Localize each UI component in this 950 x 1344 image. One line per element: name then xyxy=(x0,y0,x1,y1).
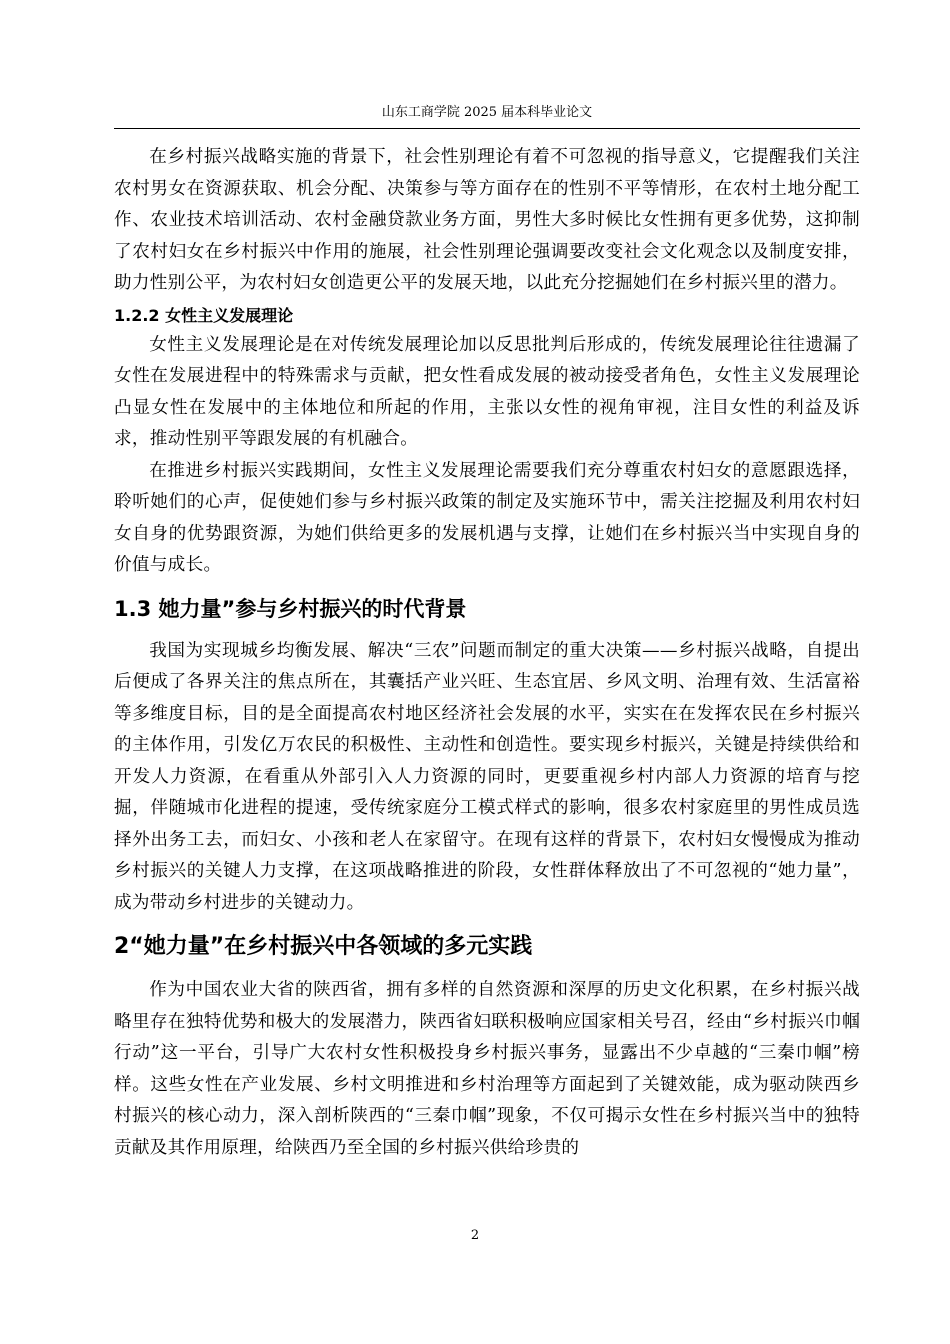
paragraph-era-background: 我国为实现城乡均衡发展、解决“三农”问题而制定的重大决策——乡村振兴战略，自提出后便成了各界关注的焦点所在，其囊括产业兴旺、生态宜居、乡风文明、治理有效、生活富裕等多维度目标，目的是全面提高农村地区经济社会发展的水平，实实在在发挥农民在乡村振兴的主体作用，引发亿万农民的积极性、主动性和创造性。要实现乡村振兴，关键是持续供给和开发人力资源，在看重从外部引入人力资源的同时，更要重视乡村内部人力资源的培育与挖掘，伴随城市化进程的提速，受传统家庭分工模式样式的影响，很多农村家庭里的男性成员选择外出务工去，而妇女、小孩和老人在家留守。在现有这样的背景下，农村妇女慢慢成为推动乡村振兴的关键人力支撑，在这项战略推进的阶段，女性群体释放出了不可忽视的“她力量”，成为带动乡村进步的关键动力。 xyxy=(114,640,860,913)
page-header xyxy=(114,103,860,129)
paragraph-social-gender-theory: 在乡村振兴战略实施的背景下，社会性别理论有着不可忽视的指导意义，它提醒我们关注农村男女在资源获取、机会分配、决策参与等方面存在的性别不平等情形，在农村土地分配工作、农业技术培训活动、农村金融贷款业务方面，男性大多时候比女性拥有更多优势，这抑制了农村妇女在乡村振兴中作用的施展，社会性别理论强调要改变社会文化观念以及制度安排，助力性别公平，为农村妇女创造更公平的发展天地，以此充分挖掘她们在乡村振兴里的潜力。 xyxy=(114,147,860,293)
paragraph-shaanxi-practice: 作为中国农业大省的陕西省，拥有多样的自然资源和深厚的历史文化积累，在乡村振兴战略里存在独特优势和极大的发展潜力，陕西省妇联积极响应国家相关号召，经由“乡村振兴巾帼行动”这一平台，引导广大农村女性积极投身乡村振兴事务，显露出不少卓越的“三秦巾帼”榜样。这些女性在产业发展、乡村文明推进和乡村治理等方面起到了关键效能，成为驱动陕西乡村振兴的核心动力，深入剖析陕西的“三秦巾帼”现象，不仅可揭示女性在乡村振兴当中的独特贡献及其作用原理，给陕西乃至全国的乡村振兴供给珍贵的 xyxy=(114,980,860,1158)
paragraph-feminist-theory: 女性主义发展理论是在对传统发展理论加以反思批判后形成的，传统发展理论往往遗漏了女性在发展进程中的特殊需求与贡献，把女性看成发展的被动接受者角色，女性主义发展理论凸显女性在发展中的主体地位和所起的作用，主张以女性的视角审视，注目女性的利益及诉求，推动性别平等跟发展的有机融合。 xyxy=(114,334,860,449)
page-number: 2 xyxy=(470,1228,480,1243)
header-title: 山东工商学院 2025 届本科毕业论文 xyxy=(381,105,593,120)
section-heading-1-2-2: 1.2.2 女性主义发展理论 xyxy=(114,305,294,325)
chapter-heading-2: 2“她力量”在乡村振兴中各领域的多元实践 xyxy=(114,934,533,959)
paragraph-feminist-practice: 在推进乡村振兴实践期间，女性主义发展理论需要我们充分尊重农村妇女的意愿跟选择，聆听她们的心声，促使她们参与乡村振兴政策的制定及实施环节中，需关注挖掘及利用农村妇女自身的优势跟资源，为她们供给更多的发展机遇与支撑，让她们在乡村振兴当中实现自身的价值与成长。 xyxy=(114,460,860,575)
page-content xyxy=(114,142,860,1164)
section-heading-1-3: 1.3 她力量”参与乡村振兴的时代背景 xyxy=(114,596,467,621)
